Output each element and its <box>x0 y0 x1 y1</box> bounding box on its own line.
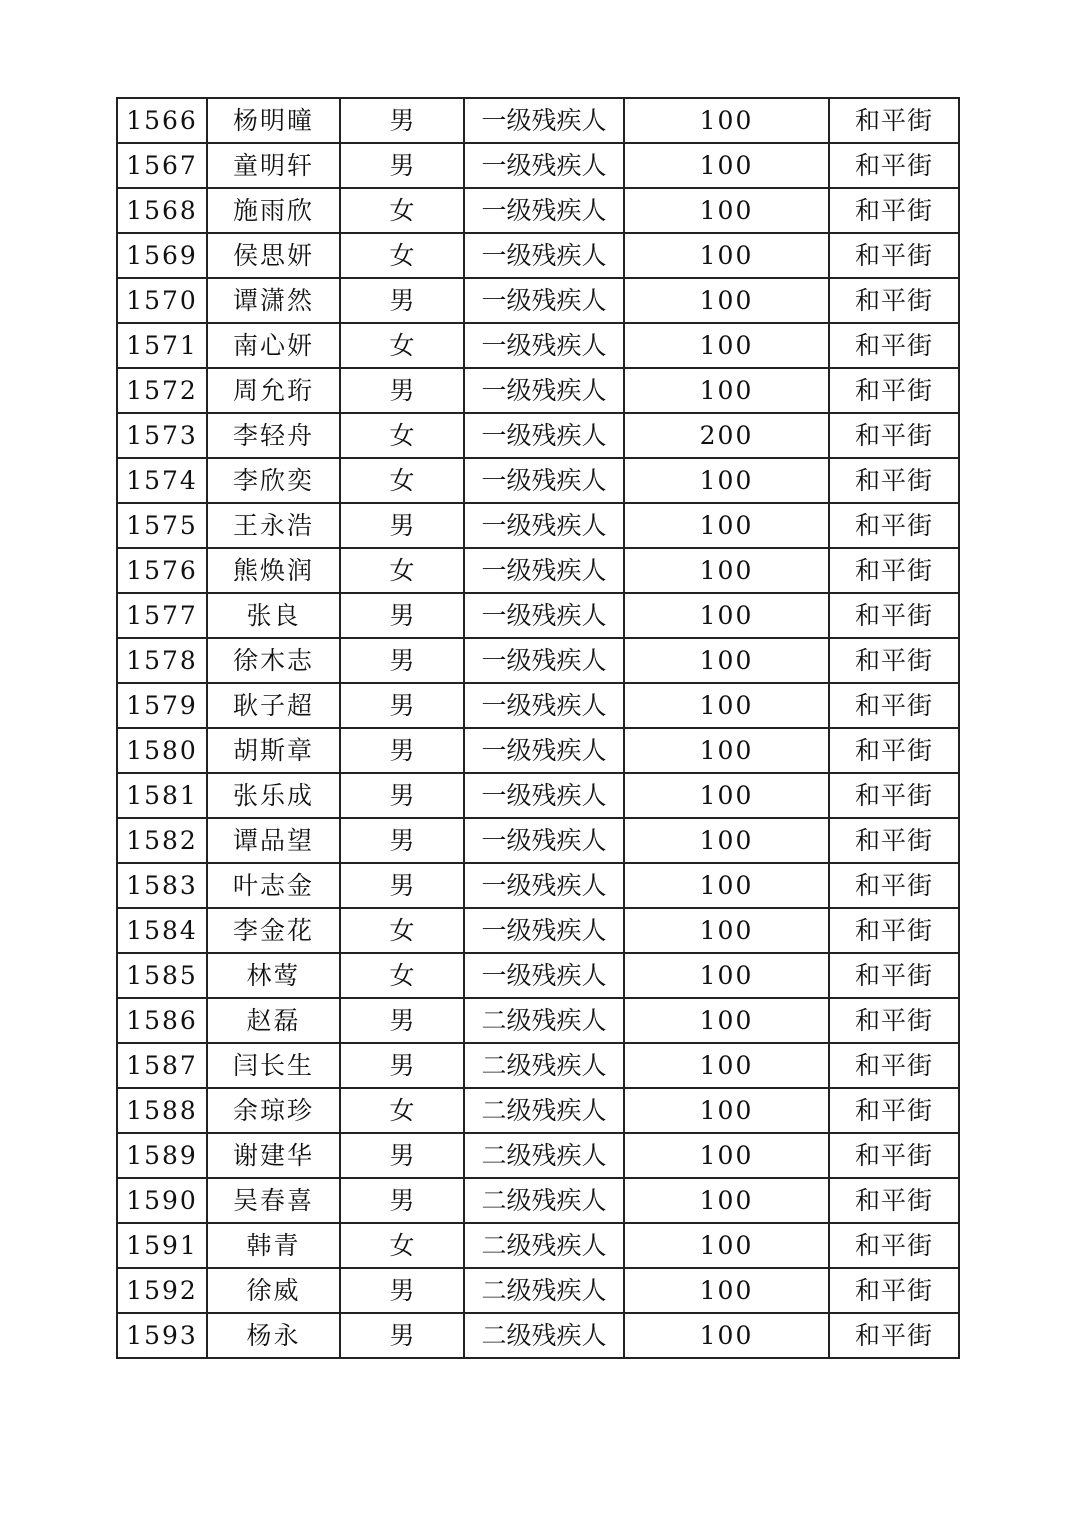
row-street-cell: 和平街 <box>829 818 959 863</box>
row-name-cell: 谭品望 <box>207 818 340 863</box>
table-row <box>117 908 959 953</box>
row-name-cell: 谭潇然 <box>207 278 340 323</box>
row-level-cell: 一级残疾人 <box>464 953 624 998</box>
row-amount-cell: 100 <box>624 953 829 998</box>
row-level-cell: 一级残疾人 <box>464 188 624 233</box>
row-id-cell: 1569 <box>117 233 207 278</box>
row-gender-cell: 男 <box>340 1268 464 1313</box>
row-name-cell: 徐木志 <box>207 638 340 683</box>
row-amount-cell: 100 <box>624 233 829 278</box>
row-id-cell: 1584 <box>117 908 207 953</box>
row-gender-cell: 女 <box>340 188 464 233</box>
row-id-cell: 1575 <box>117 503 207 548</box>
row-gender-cell: 女 <box>340 1223 464 1268</box>
row-amount-cell: 100 <box>624 188 829 233</box>
row-gender-cell: 男 <box>340 728 464 773</box>
row-gender-cell: 男 <box>340 998 464 1043</box>
table-row <box>117 1313 959 1358</box>
row-level-cell: 一级残疾人 <box>464 683 624 728</box>
row-name-cell: 杨明曈 <box>207 98 340 143</box>
row-level-cell: 二级残疾人 <box>464 998 624 1043</box>
table-row <box>117 1133 959 1178</box>
row-amount-cell: 100 <box>624 638 829 683</box>
table-row <box>117 1268 959 1313</box>
row-gender-cell: 男 <box>340 143 464 188</box>
row-gender-cell: 女 <box>340 548 464 593</box>
row-id-cell: 1567 <box>117 143 207 188</box>
row-id-cell: 1591 <box>117 1223 207 1268</box>
table-row <box>117 638 959 683</box>
row-id-cell: 1568 <box>117 188 207 233</box>
row-level-cell: 一级残疾人 <box>464 818 624 863</box>
row-level-cell: 一级残疾人 <box>464 863 624 908</box>
row-name-cell: 张乐成 <box>207 773 340 818</box>
row-id-cell: 1576 <box>117 548 207 593</box>
row-street-cell: 和平街 <box>829 1043 959 1088</box>
row-gender-cell: 男 <box>340 638 464 683</box>
row-amount-cell: 100 <box>624 773 829 818</box>
row-street-cell: 和平街 <box>829 503 959 548</box>
table-row <box>117 953 959 998</box>
row-id-cell: 1583 <box>117 863 207 908</box>
row-id-cell: 1577 <box>117 593 207 638</box>
row-street-cell: 和平街 <box>829 278 959 323</box>
row-gender-cell: 女 <box>340 953 464 998</box>
row-level-cell: 一级残疾人 <box>464 908 624 953</box>
table-row <box>117 1088 959 1133</box>
row-street-cell: 和平街 <box>829 368 959 413</box>
row-amount-cell: 100 <box>624 1178 829 1223</box>
table-row <box>117 458 959 503</box>
row-level-cell: 一级残疾人 <box>464 548 624 593</box>
row-level-cell: 二级残疾人 <box>464 1223 624 1268</box>
row-street-cell: 和平街 <box>829 1313 959 1358</box>
row-gender-cell: 男 <box>340 98 464 143</box>
row-id-cell: 1570 <box>117 278 207 323</box>
row-name-cell: 杨永 <box>207 1313 340 1358</box>
roster-table-body <box>117 98 959 1358</box>
row-street-cell: 和平街 <box>829 1133 959 1178</box>
row-gender-cell: 男 <box>340 818 464 863</box>
table-row <box>117 773 959 818</box>
row-street-cell: 和平街 <box>829 1088 959 1133</box>
table-row <box>117 143 959 188</box>
row-name-cell: 耿子超 <box>207 683 340 728</box>
row-amount-cell: 100 <box>624 503 829 548</box>
row-amount-cell: 100 <box>624 1043 829 1088</box>
row-name-cell: 侯思妍 <box>207 233 340 278</box>
row-level-cell: 一级残疾人 <box>464 368 624 413</box>
row-street-cell: 和平街 <box>829 1178 959 1223</box>
table-row <box>117 98 959 143</box>
row-gender-cell: 男 <box>340 1313 464 1358</box>
row-level-cell: 二级残疾人 <box>464 1178 624 1223</box>
row-level-cell: 一级残疾人 <box>464 323 624 368</box>
row-id-cell: 1582 <box>117 818 207 863</box>
row-id-cell: 1590 <box>117 1178 207 1223</box>
row-amount-cell: 100 <box>624 1088 829 1133</box>
row-amount-cell: 100 <box>624 1223 829 1268</box>
row-name-cell: 李欣奕 <box>207 458 340 503</box>
table-row <box>117 413 959 458</box>
row-street-cell: 和平街 <box>829 458 959 503</box>
row-name-cell: 徐威 <box>207 1268 340 1313</box>
table-row <box>117 593 959 638</box>
row-street-cell: 和平街 <box>829 683 959 728</box>
row-id-cell: 1592 <box>117 1268 207 1313</box>
row-level-cell: 一级残疾人 <box>464 593 624 638</box>
row-name-cell: 吴春喜 <box>207 1178 340 1223</box>
row-id-cell: 1593 <box>117 1313 207 1358</box>
row-street-cell: 和平街 <box>829 863 959 908</box>
row-gender-cell: 男 <box>340 593 464 638</box>
row-gender-cell: 男 <box>340 863 464 908</box>
row-id-cell: 1579 <box>117 683 207 728</box>
table-row <box>117 818 959 863</box>
row-gender-cell: 男 <box>340 773 464 818</box>
row-amount-cell: 100 <box>624 278 829 323</box>
row-amount-cell: 100 <box>624 728 829 773</box>
row-name-cell: 余琼珍 <box>207 1088 340 1133</box>
row-street-cell: 和平街 <box>829 1268 959 1313</box>
row-street-cell: 和平街 <box>829 188 959 233</box>
row-amount-cell: 100 <box>624 998 829 1043</box>
row-level-cell: 一级残疾人 <box>464 503 624 548</box>
row-level-cell: 一级残疾人 <box>464 413 624 458</box>
row-name-cell: 周允珩 <box>207 368 340 413</box>
row-name-cell: 赵磊 <box>207 998 340 1043</box>
roster-table <box>116 97 960 1359</box>
row-gender-cell: 男 <box>340 1178 464 1223</box>
table-row <box>117 1043 959 1088</box>
row-name-cell: 闫长生 <box>207 1043 340 1088</box>
row-amount-cell: 100 <box>624 1268 829 1313</box>
row-gender-cell: 男 <box>340 1043 464 1088</box>
row-level-cell: 一级残疾人 <box>464 773 624 818</box>
row-id-cell: 1578 <box>117 638 207 683</box>
row-gender-cell: 女 <box>340 233 464 278</box>
row-street-cell: 和平街 <box>829 728 959 773</box>
row-gender-cell: 男 <box>340 278 464 323</box>
row-gender-cell: 男 <box>340 683 464 728</box>
row-id-cell: 1580 <box>117 728 207 773</box>
row-name-cell: 张良 <box>207 593 340 638</box>
row-name-cell: 李金花 <box>207 908 340 953</box>
row-street-cell: 和平街 <box>829 98 959 143</box>
table-row <box>117 548 959 593</box>
row-id-cell: 1573 <box>117 413 207 458</box>
table-row <box>117 188 959 233</box>
row-level-cell: 二级残疾人 <box>464 1133 624 1178</box>
row-level-cell: 二级残疾人 <box>464 1043 624 1088</box>
row-street-cell: 和平街 <box>829 593 959 638</box>
row-level-cell: 一级残疾人 <box>464 143 624 188</box>
table-row <box>117 278 959 323</box>
row-street-cell: 和平街 <box>829 548 959 593</box>
row-street-cell: 和平街 <box>829 413 959 458</box>
row-gender-cell: 男 <box>340 368 464 413</box>
table-row <box>117 863 959 908</box>
row-amount-cell: 100 <box>624 683 829 728</box>
row-id-cell: 1574 <box>117 458 207 503</box>
row-level-cell: 一级残疾人 <box>464 458 624 503</box>
row-id-cell: 1587 <box>117 1043 207 1088</box>
row-street-cell: 和平街 <box>829 143 959 188</box>
row-gender-cell: 女 <box>340 458 464 503</box>
table-row <box>117 998 959 1043</box>
row-id-cell: 1571 <box>117 323 207 368</box>
row-id-cell: 1572 <box>117 368 207 413</box>
row-name-cell: 谢建华 <box>207 1133 340 1178</box>
row-amount-cell: 100 <box>624 818 829 863</box>
row-gender-cell: 女 <box>340 908 464 953</box>
row-name-cell: 李轻舟 <box>207 413 340 458</box>
row-street-cell: 和平街 <box>829 233 959 278</box>
row-gender-cell: 女 <box>340 1088 464 1133</box>
row-amount-cell: 100 <box>624 368 829 413</box>
row-name-cell: 王永浩 <box>207 503 340 548</box>
row-amount-cell: 100 <box>624 548 829 593</box>
row-street-cell: 和平街 <box>829 323 959 368</box>
row-name-cell: 熊焕润 <box>207 548 340 593</box>
row-gender-cell: 女 <box>340 413 464 458</box>
row-level-cell: 一级残疾人 <box>464 233 624 278</box>
row-name-cell: 南心妍 <box>207 323 340 368</box>
row-level-cell: 一级残疾人 <box>464 728 624 773</box>
row-street-cell: 和平街 <box>829 638 959 683</box>
row-name-cell: 叶志金 <box>207 863 340 908</box>
row-gender-cell: 男 <box>340 503 464 548</box>
row-level-cell: 一级残疾人 <box>464 98 624 143</box>
row-name-cell: 童明轩 <box>207 143 340 188</box>
table-row <box>117 1223 959 1268</box>
row-name-cell: 林莺 <box>207 953 340 998</box>
row-id-cell: 1566 <box>117 98 207 143</box>
row-level-cell: 二级残疾人 <box>464 1088 624 1133</box>
row-id-cell: 1588 <box>117 1088 207 1133</box>
row-amount-cell: 100 <box>624 143 829 188</box>
row-gender-cell: 男 <box>340 1133 464 1178</box>
table-row <box>117 683 959 728</box>
row-level-cell: 二级残疾人 <box>464 1313 624 1358</box>
row-amount-cell: 100 <box>624 863 829 908</box>
row-amount-cell: 100 <box>624 98 829 143</box>
row-gender-cell: 女 <box>340 323 464 368</box>
table-row <box>117 728 959 773</box>
row-id-cell: 1585 <box>117 953 207 998</box>
row-amount-cell: 100 <box>624 593 829 638</box>
table-row <box>117 323 959 368</box>
row-id-cell: 1586 <box>117 998 207 1043</box>
row-amount-cell: 200 <box>624 413 829 458</box>
row-amount-cell: 100 <box>624 908 829 953</box>
row-amount-cell: 100 <box>624 458 829 503</box>
row-level-cell: 一级残疾人 <box>464 638 624 683</box>
table-row <box>117 233 959 278</box>
row-street-cell: 和平街 <box>829 998 959 1043</box>
row-name-cell: 施雨欣 <box>207 188 340 233</box>
row-id-cell: 1581 <box>117 773 207 818</box>
row-street-cell: 和平街 <box>829 953 959 998</box>
row-amount-cell: 100 <box>624 323 829 368</box>
row-level-cell: 二级残疾人 <box>464 1268 624 1313</box>
row-street-cell: 和平街 <box>829 1223 959 1268</box>
table-row <box>117 368 959 413</box>
row-level-cell: 一级残疾人 <box>464 278 624 323</box>
row-amount-cell: 100 <box>624 1133 829 1178</box>
row-street-cell: 和平街 <box>829 908 959 953</box>
row-amount-cell: 100 <box>624 1313 829 1358</box>
row-id-cell: 1589 <box>117 1133 207 1178</box>
row-name-cell: 胡斯章 <box>207 728 340 773</box>
table-row <box>117 1178 959 1223</box>
table-row <box>117 503 959 548</box>
row-street-cell: 和平街 <box>829 773 959 818</box>
row-name-cell: 韩青 <box>207 1223 340 1268</box>
